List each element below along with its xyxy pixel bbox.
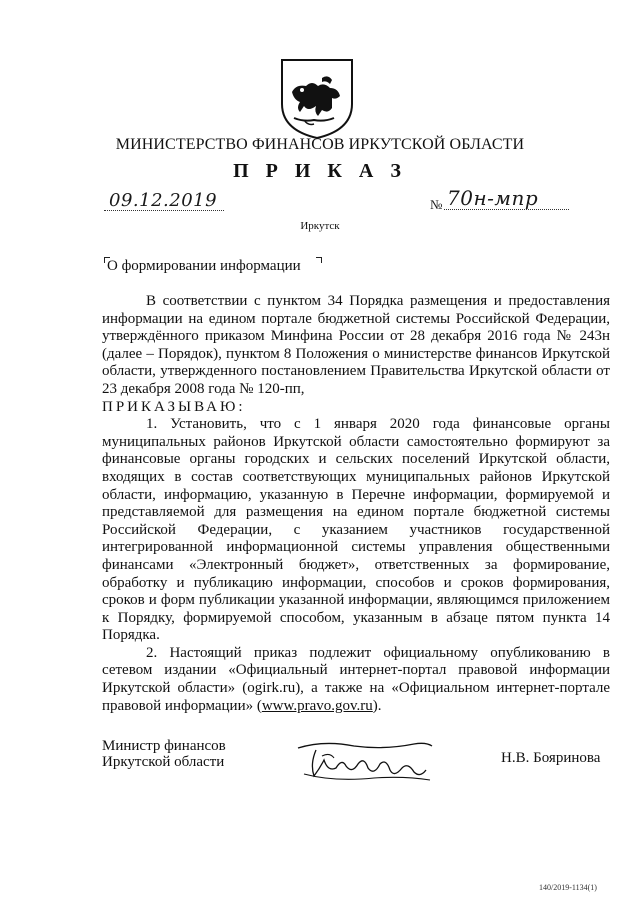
order-number: 70н-мпр [447,186,539,210]
ministry-title: МИНИСТЕРСТВО ФИНАНСОВ ИРКУТСКОЙ ОБЛАСТИ [115,136,525,153]
city-name: Иркутск [300,220,340,232]
date-underline [104,210,224,211]
order-body [102,293,610,715]
number-underline [444,209,569,210]
document-type-title: П Р И К А З [233,160,407,182]
orders-heading: ПРИКАЗЫВАЮ: [102,398,246,415]
subject-bracket-right [316,257,322,263]
order-subject: О формировании информации [107,258,301,274]
clause-1-paragraph: 1. Установить, что с 1 января 2020 года финансовые органы муниципальных районов Иркутской области самостоятельно формируют за финансовые органы городских и сельских поселений Иркутской области, входящих в состав соответствующих муниципальных районов Иркутской области, информацию, указанную в Перечне информации, формируемой и представляемой для размещения на едином портале бюджетной системы Российской Федерации, с указанием участников государственной интегрированной информационной системы управления общественными финансами «Электронный бюджет», ответственных за формирование, обработку и публикацию информации, способов и сроков формирования, сроков и форм публикации указанной информации, являющимся приложением к Порядку, формируемой способом, указанным в абзаце пятом пункта 14 Порядка. [102,416,610,644]
document-registration-code: 140/2019-1134(1) [539,883,597,892]
pravo-gov-link[interactable]: www.pravo.gov.ru [261,697,373,714]
preamble-paragraph: В соответствии с пунктом 34 Порядка размещения и предоставления информации на едином портале бюджетной системы Российской Федерации, утверждённого приказом Минфина России от 28 декабря 2016 года № 243н (далее – Порядок), пунктом 8 Положения о министерстве финансов Иркутской области, утвержденного постановлением Правительства Иркутской области от 23 декабря 2008 года № 120-пп, [102,293,610,397]
coat-of-arms-icon [278,56,356,140]
order-date: 09.12.2019 [109,190,218,211]
clause-2-text: 2. Настоящий приказ подлежит официальному опубликованию в сетевом издании «Официальный интернет-портал правовой информации Иркутской области» (ogirk.ru), а также на «Официальном интернет-портале правовой информации» ( [102,644,610,714]
handwritten-signature [294,738,436,784]
clause-2-paragraph [102,645,610,715]
number-sign: № [430,197,443,212]
signatory-name: Н.В. Бояринова [501,750,601,766]
signatory-position [102,738,226,770]
clause-2-end: ). [372,697,382,714]
position-line-2: Иркутской области [102,754,225,770]
position-line-1: Министр финансов [102,738,226,754]
